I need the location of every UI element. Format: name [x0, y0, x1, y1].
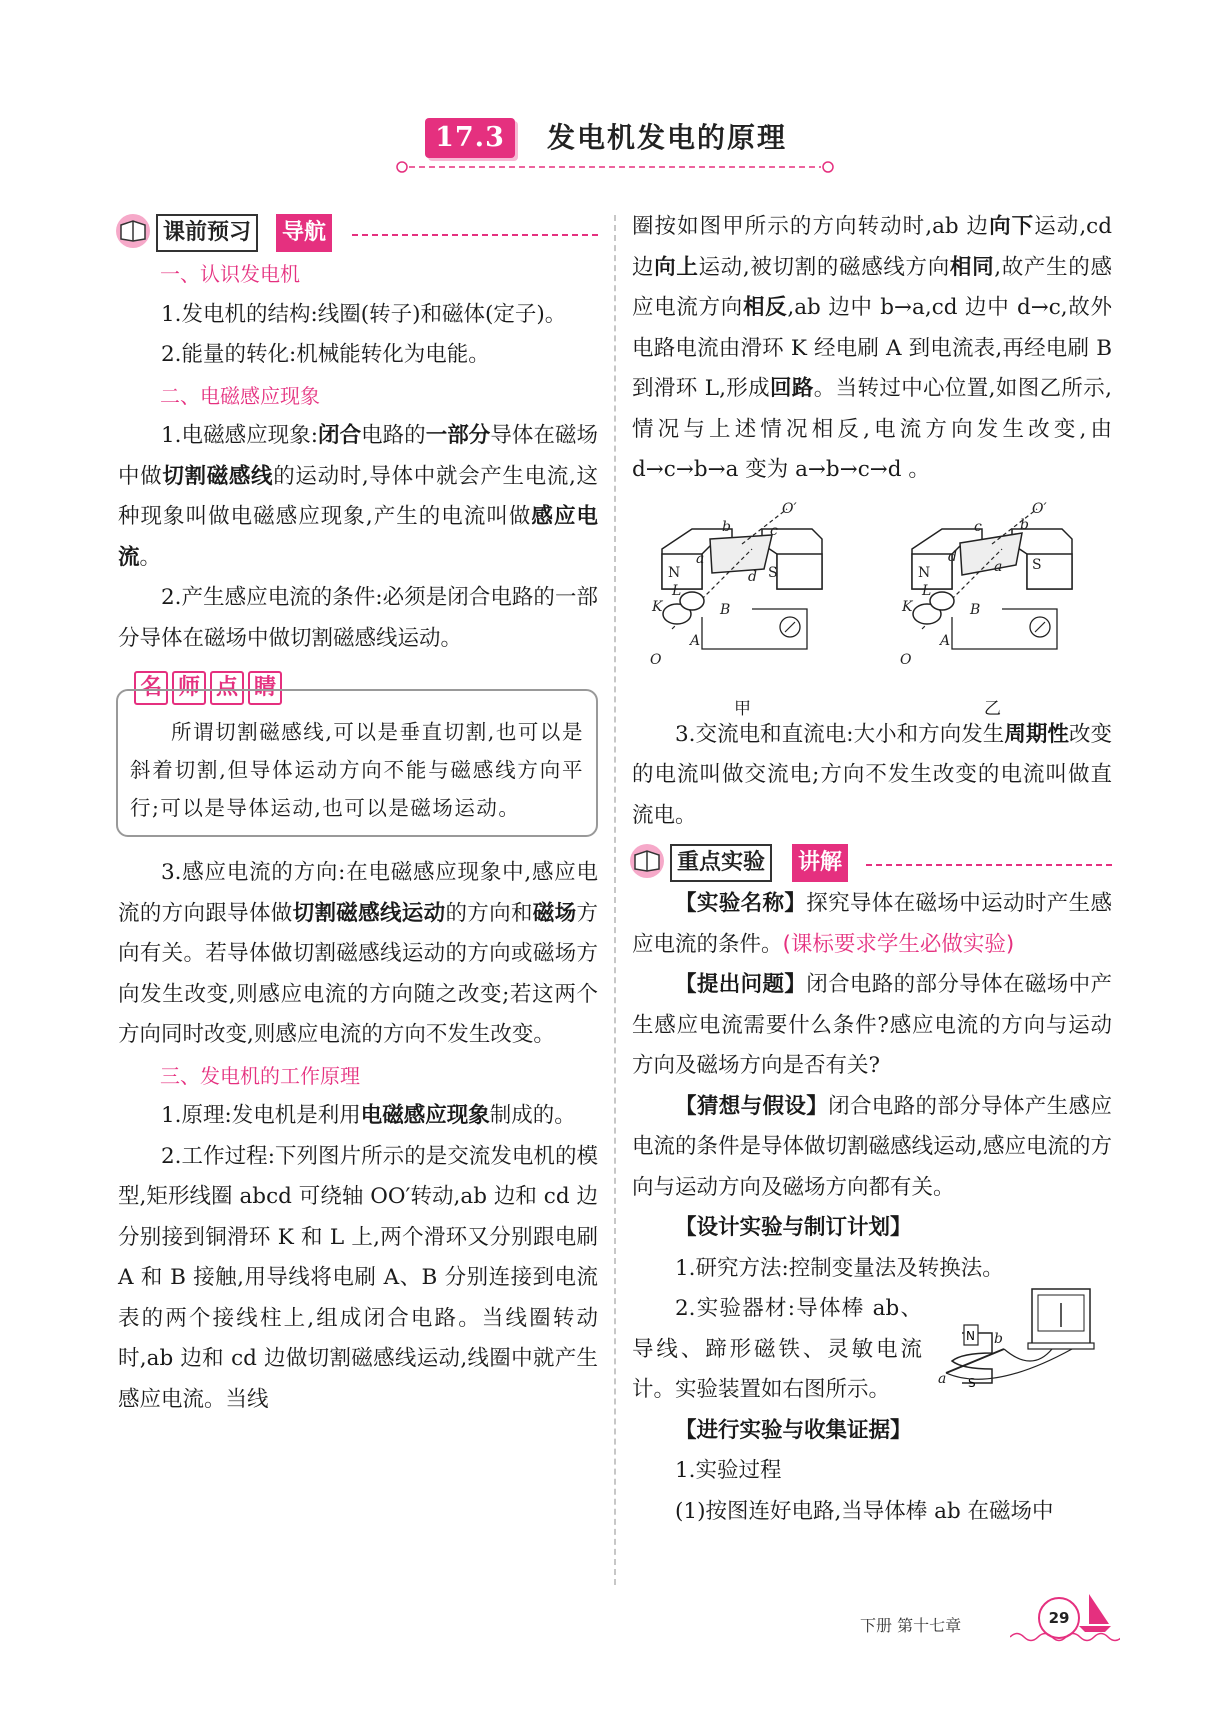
experiment-method: 1.研究方法:控制变量法及转换法。: [675, 1255, 1004, 1281]
label-k: K: [652, 598, 663, 615]
tip-box: [116, 689, 598, 837]
keyword: 感应电流: [118, 504, 598, 570]
keyword: 闭合: [318, 423, 362, 448]
keyword: 回路: [770, 376, 814, 401]
label-k: K: [902, 598, 913, 615]
apparatus-diagram: [932, 1283, 1102, 1393]
column-divider: [614, 215, 616, 1585]
paragraph-principle: [118, 1096, 598, 1137]
label-s: S: [1032, 556, 1042, 573]
text-run: 电路的: [361, 423, 426, 448]
preview-label-highlight: 导航: [276, 214, 332, 252]
tip-char: 点: [210, 671, 244, 705]
text-run: 的运动时,导体中就会产生电流,这种现象叫做电磁感应现象,产生的电流叫做: [118, 463, 598, 529]
experiment-tag: 【提出问题】: [675, 972, 807, 997]
text-run: 圈按如图甲所示的方向转动时,ab 边: [632, 214, 990, 239]
label-b: b: [1020, 516, 1029, 533]
experiment-step-1: (1)按图连好电路,当导体棒 ab 在磁场中: [675, 1498, 1054, 1524]
figure-caption-right: 乙: [984, 698, 1001, 719]
text-run: 闭合电路的部分导体产生感应电流的条件是导体做切割磁感线运动,感应电流的方向与运动方向及磁场方向都有关。: [632, 1093, 1112, 1200]
text-run: 改变的电流叫做交流电;方向不发生改变的电流叫做直流电。: [632, 721, 1112, 828]
text-run: 1.原理:发电机是利用: [161, 1103, 361, 1128]
keyword: 电磁感应现象: [360, 1103, 490, 1128]
tip-char: 睛: [248, 671, 282, 705]
text-run: 导体在磁场中做: [118, 423, 598, 489]
tip-char: 名: [134, 671, 168, 705]
banner-dash-line: [352, 234, 598, 236]
experiment-hypothesis: [632, 1087, 1112, 1209]
label-n: N: [918, 564, 931, 581]
label-n: N: [668, 564, 681, 581]
experiment-tag: 【进行实验与收集证据】: [675, 1417, 912, 1443]
text-run: 方向有关。若导体做切割磁感线运动的方向或磁场方向发生改变,则感应电流的方向随之改变;若这两个方向同时改变,则感应电流的方向不发生改变。: [118, 900, 598, 1047]
text-run: 制成的。: [489, 1103, 576, 1128]
label-c: c: [770, 522, 778, 539]
label-d: d: [948, 548, 957, 565]
section-header: [395, 118, 835, 178]
banner-dash-line: [866, 864, 1112, 866]
label-d: d: [748, 568, 757, 585]
keyword: 一部分: [425, 423, 491, 448]
tip-char: 师: [172, 671, 206, 705]
experiment-tag: 【设计实验与制订计划】: [675, 1215, 912, 1240]
keyword: 切割磁感线运动: [292, 900, 446, 926]
text-run: 1.电磁感应现象:: [161, 423, 318, 448]
experiment-step-title: 1.实验过程: [675, 1458, 782, 1483]
paragraph-structure: 1.发电机的结构:线圈(转子)和磁体(定子)。: [161, 301, 567, 327]
keyword: 切割磁感线: [162, 463, 274, 489]
generator-diagram-right: [882, 499, 1112, 689]
text-run: 探究导体在磁场中运动时产生感应电流的条件。: [632, 891, 1112, 957]
keyword: 相同: [949, 254, 995, 280]
figure-caption-left: 甲: [734, 698, 751, 719]
experiment-label-highlight: 讲解: [792, 844, 848, 882]
label-o-prime: O′: [1032, 500, 1047, 517]
experiment-banner: [630, 840, 1112, 882]
magnet-label-n: N: [966, 1329, 975, 1343]
text-run: 。当转过中心位置,如图乙所示,情况与上述情况相反,电流方向发生改变,由 d→c→b→a 变为 a→b→c→d 。: [632, 376, 1112, 482]
footer-chapter: 下册 第十七章: [860, 1616, 962, 1635]
label-c: c: [974, 518, 982, 535]
label-l: L: [672, 582, 682, 599]
keyword: 磁场: [532, 900, 577, 926]
text-run: ,故产生的感应电流方向: [632, 254, 1112, 320]
experiment-design-heading: [632, 1208, 1112, 1249]
preview-label: 课前预习: [156, 214, 258, 252]
experiment-procedure-heading: [632, 1411, 1112, 1452]
requirement-note: (课标要求学生必做实验): [782, 931, 1015, 957]
label-o: O: [650, 651, 662, 668]
text-run: ,ab 边中 b→a,cd 边中 d→c,故外电路电流由滑环 K 经电刷 A 到电流表,再经电刷 B 到滑环 L,形成: [632, 295, 1112, 401]
rod-label-b: b: [994, 1331, 1003, 1347]
label-o-prime: O′: [782, 500, 797, 517]
magnet-label-s: S: [968, 1376, 976, 1390]
wave-decoration: [1010, 1630, 1120, 1644]
text-run: 3.感应电流的方向:在电磁感应现象中,感应电流的方向跟导体做: [118, 860, 598, 926]
apparatus-block: [632, 1289, 1112, 1411]
keyword: 相反: [742, 295, 788, 320]
keyword: 周期性: [1004, 721, 1069, 747]
generator-diagram-left: [632, 499, 862, 689]
label-a: a: [696, 550, 705, 567]
subheading-1: 一、认识发电机: [160, 262, 300, 286]
label-brush-a: A: [940, 632, 951, 649]
text-run: 运动,cd 边: [632, 214, 1112, 280]
text-run: 闭合电路的部分导体在磁场中产生感应电流需要什么条件?感应电流的方向与运动方向及磁场方向是否有关?: [632, 972, 1112, 1078]
label-b: b: [722, 518, 731, 535]
experiment-label: 重点实验: [670, 844, 772, 882]
experiment-equipment: 2.实验器材:导体棒 ab、导线、蹄形磁铁、灵敏电流计。实验装置如右图所示。: [632, 1296, 922, 1402]
label-o: O: [900, 651, 912, 668]
right-column: [632, 207, 1112, 1532]
generator-figures: [632, 499, 1112, 719]
label-a: a: [994, 558, 1003, 575]
left-column: [118, 210, 598, 1420]
text-run: 。: [139, 544, 162, 570]
rod-label-a: a: [938, 1371, 947, 1387]
sailboat-icon: [1075, 1590, 1115, 1634]
paragraph-rotation: [632, 207, 1112, 491]
text-run: 的方向和: [445, 900, 533, 926]
keyword: 向下: [989, 214, 1035, 239]
label-brush-b: B: [970, 601, 981, 618]
section-title: 发电机发电的原理: [547, 121, 788, 154]
subheading-2: 二、电磁感应现象: [160, 383, 320, 408]
paragraph-energy: 2.能量的转化:机械能转化为电能。: [161, 342, 490, 367]
page-number: 29: [1038, 1597, 1080, 1639]
experiment-tag: 【实验名称】: [675, 891, 807, 916]
book-icon: [116, 214, 150, 248]
text-run: 运动,被切割的磁感线方向: [698, 254, 950, 280]
label-l: L: [922, 582, 932, 599]
keyword: 向上: [654, 254, 699, 280]
tip-text: 所谓切割磁感线,可以是垂直切割,也可以是斜着切割,但导体运动方向不能与磁感线方向平行;可以是导体运动,也可以是磁场运动。: [130, 720, 584, 820]
paragraph-direction: [118, 853, 598, 1056]
book-icon: [630, 844, 664, 878]
label-s: S: [768, 564, 778, 581]
experiment-name: [632, 884, 1112, 965]
paragraph-process: 2.工作过程:下列图片所示的是交流发电机的模型,矩形线圈 abcd 可绕轴 OO′转动,ab 边和 cd 边分别接到铜滑环 K 和 L 上,两个滑环又分别跟电刷 A 和 B 接触,用导线将电刷 A、B 分别连接到电流表的两个接线柱上,组成闭合电路。当线圈转动时,ab 边和 cd 边做切割磁感线运动,线圈中就产生感应电流。当线: [118, 1143, 598, 1412]
label-brush-b: B: [720, 601, 731, 618]
paragraph-conditions: 2.产生感应电流的条件:必须是闭合电路的一部分导体在磁场中做切割磁感线运动。: [118, 585, 598, 651]
text-run: 3.交流电和直流电:大小和方向发生: [675, 721, 1005, 747]
label-brush-a: A: [690, 632, 701, 649]
title-underline-decoration: [395, 160, 835, 174]
experiment-tag: 【猜想与假设】: [675, 1093, 829, 1119]
paragraph-ac-dc: [632, 715, 1112, 837]
subheading-3: 三、发电机的工作原理: [160, 1063, 360, 1088]
preview-banner: [116, 210, 598, 252]
section-number-badge: 17.3: [425, 118, 515, 158]
experiment-question: [632, 965, 1112, 1087]
paragraph-induction: [118, 416, 598, 578]
